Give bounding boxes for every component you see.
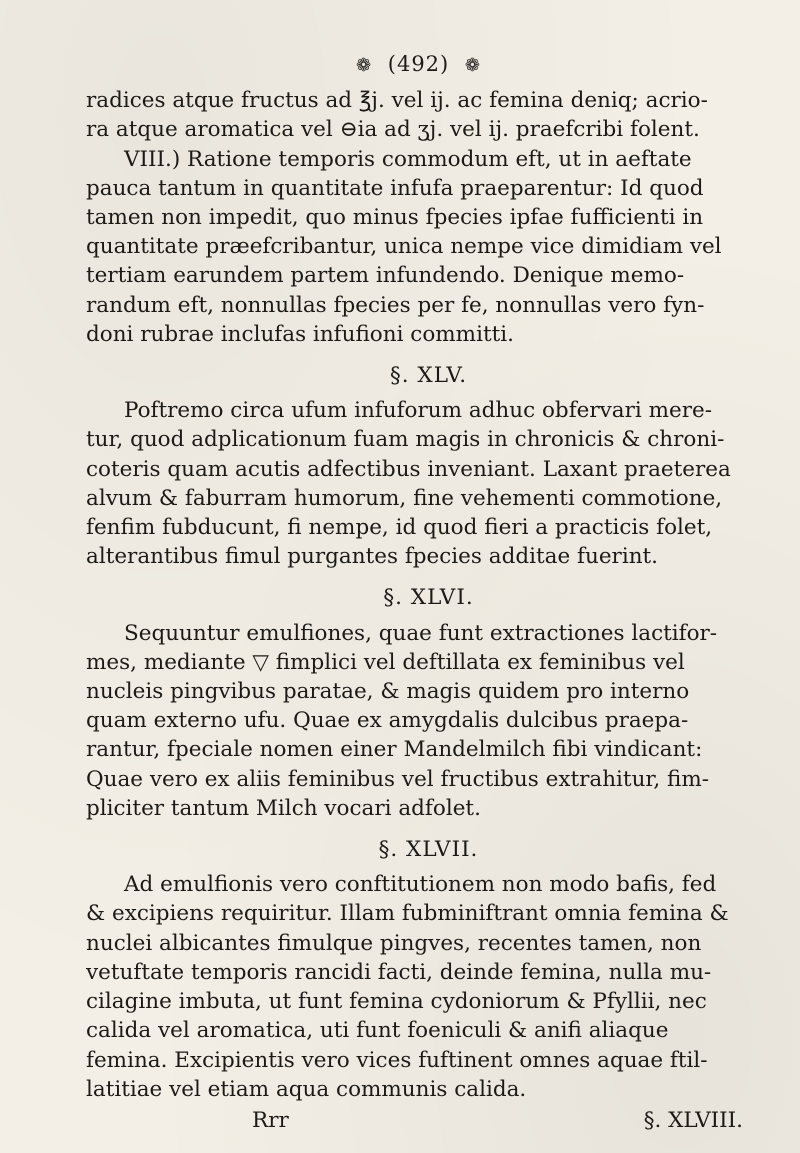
text-line: femina. Excipientis vero vices fuftinent omnes aquae ftil-	[86, 1047, 708, 1073]
page-text	[86, 50, 771, 1135]
text-line: Sequuntur emulfiones, quae funt extractiones lactifor-	[124, 620, 718, 646]
section-body	[86, 396, 771, 571]
section-heading: §. XLVII.	[378, 837, 479, 863]
page-header	[66, 50, 771, 80]
text-line: vetuftate temporis rancidi facti, deinde femina, nulla mu-	[86, 959, 712, 985]
text-line: latitiae vel etiam aqua communis calida.	[86, 1076, 527, 1102]
text-line: rantur, fpeciale nomen einer Mandelmilch fibi vindicant:	[86, 737, 703, 763]
text-line: doni rubrae inclufas infufioni committi.	[86, 321, 514, 347]
text-line: tur, quod adplicationum fuam magis in chronicis & chroni-	[86, 427, 725, 453]
text-line: coteris quam acutis adfectibus inveniant. Laxant praeterea	[86, 456, 731, 482]
text-line: ra atque aromatica vel ⊖ia ad ʒj. vel ij. praefcribi folent.	[86, 117, 700, 143]
text-line: & excipiens requiritur. Illam fubminiftrant omnia femina &	[86, 901, 729, 927]
text-line: alterantibus fimul purgantes fpecies additae fuerint.	[86, 544, 659, 570]
signature-mark: Rrr	[252, 1107, 289, 1133]
flower-ornament-icon: ❁	[464, 55, 482, 76]
text-line: nuclei albicantes fimulque pingves, recentes tamen, non	[86, 930, 702, 956]
paragraph-opening	[86, 86, 771, 349]
text-line: fenfim fubducunt, fi nempe, id quod fieri a practicis folet,	[86, 515, 713, 541]
text-line: quam externo ufu. Quae ex amygdalis dulcibus praepa-	[86, 708, 689, 734]
flower-ornament-icon: ❁	[355, 55, 373, 76]
section-body	[86, 619, 771, 823]
section-heading: §. XLVI.	[383, 585, 474, 611]
text-line: calida vel aromatica, uti funt foeniculi & anifi aliaque	[86, 1018, 669, 1044]
text-line: Ad emulfionis vero conftitutionem non modo bafis, fed	[124, 872, 717, 898]
section-heading: §. XLV.	[389, 363, 468, 389]
text-line: tertiam earundem partem infundendo. Denique memo-	[86, 263, 685, 289]
text-line: quantitate præefcribantur, unica nempe vice dimidiam vel	[86, 234, 722, 260]
page-footer	[86, 1106, 771, 1135]
text-line: randum eft, nonnullas fpecies per fe, nonnullas vero fyn-	[86, 292, 705, 318]
text-line: nucleis pingvibus paratae, & magis quidem pro interno	[86, 679, 690, 705]
text-line: VIII.) Ratione temporis commodum eft, ut in aeftate	[124, 146, 692, 172]
text-line: cilagine imbuta, ut funt femina cydoniorum & Pfyllii, nec	[86, 989, 707, 1015]
section-body	[86, 870, 771, 1104]
text-line: alvum & faburram humorum, fine vehementi commotione,	[86, 485, 723, 511]
text-line: pliciter tantum Milch vocari adfolet.	[86, 795, 481, 821]
text-line: pauca tantum in quantitate infufa praeparentur: Id quod	[86, 175, 704, 201]
text-line: radices atque fructus ad ℥j. vel ij. ac femina deniq; acrio-	[86, 88, 708, 114]
text-line: Quae vero ex aliis feminibus vel fructibus extrahitur, fim-	[86, 766, 709, 792]
catchword: §. XLVIII.	[643, 1107, 743, 1133]
text-line: Poftremo circa ufum infuforum adhuc obfervari mere-	[124, 398, 712, 424]
text-line: mes, mediante ▽ fimplici vel deftillata ex feminibus vel	[86, 649, 685, 675]
text-line: tamen non impedit, quo minus fpecies ipfae fufficienti in	[86, 205, 704, 231]
page-number: (492)	[387, 52, 450, 76]
